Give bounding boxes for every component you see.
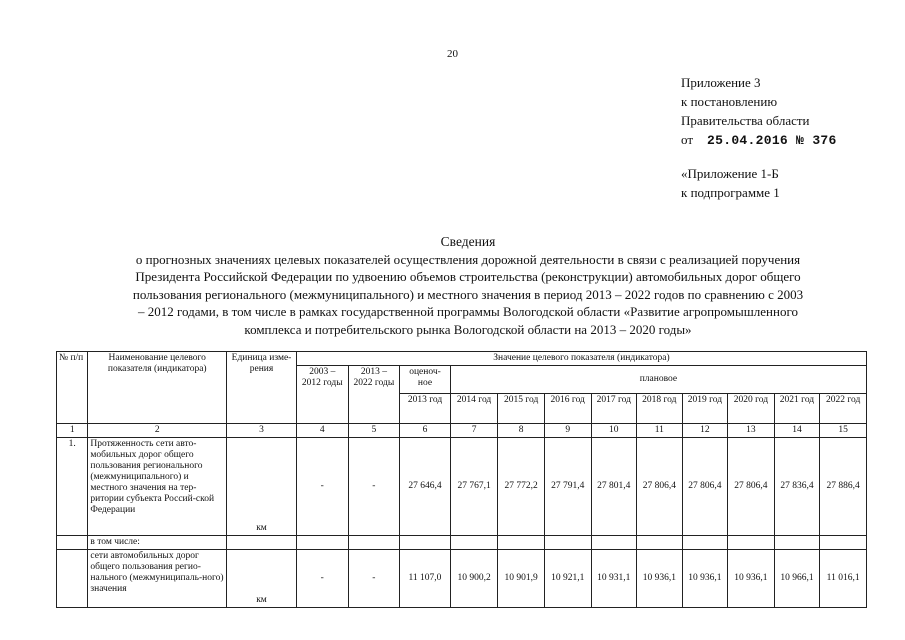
header-value-group: Значение целевого показателя (индикатора) <box>296 352 866 366</box>
row2-value-2015: 10 901,9 <box>498 550 545 608</box>
header-year-2021: 2021 год <box>774 394 820 424</box>
annex-date-number: 25.04.2016 № 376 <box>707 133 837 148</box>
empty-cell <box>774 536 820 550</box>
header-year-2013: 2013 год <box>400 394 451 424</box>
empty-cell <box>682 536 728 550</box>
index-cell: 12 <box>682 424 728 438</box>
including-empty-cell <box>57 536 88 550</box>
annex-b-block <box>681 164 780 202</box>
header-year-2020: 2020 год <box>728 394 775 424</box>
header-period-2013: 2013 – 2022 годы <box>348 366 400 424</box>
row1-value-2013: 27 646,4 <box>400 438 451 536</box>
empty-cell <box>296 536 348 550</box>
row1-value-2022: 27 886,4 <box>820 438 867 536</box>
row2-num <box>57 550 88 608</box>
empty-cell <box>498 536 545 550</box>
table-row <box>57 536 867 550</box>
header-period-2003: 2003 – 2012 годы <box>296 366 348 424</box>
row1-period-2003: - <box>296 438 348 536</box>
annex-from: от <box>681 132 694 147</box>
indicator-table <box>56 351 867 608</box>
subtitle-line-3: пользования регионального (межмуниципального) и местного значения в период 2013 – 2022 годов по сравнению с 2003 <box>132 286 804 302</box>
row1-value-2018: 27 806,4 <box>637 438 683 536</box>
index-cell: 5 <box>348 424 400 438</box>
row1-value-2019: 27 806,4 <box>682 438 728 536</box>
annex-b-line-2: к подпрограмме 1 <box>681 185 780 200</box>
annex-line-2: к постановлению <box>681 94 778 109</box>
subtitle-line-1: о прогнозных значениях целевых показателей осуществления дорожной деятельности в связи с реализацией поручения <box>135 251 801 267</box>
row2-value-2021: 10 966,1 <box>774 550 820 608</box>
header-year-2015: 2015 год <box>498 394 545 424</box>
row1-unit-cell <box>227 438 297 536</box>
row1-value-2014: 27 767,1 <box>450 438 498 536</box>
row2-value-2019: 10 936,1 <box>682 550 728 608</box>
row2-value-2016: 10 921,1 <box>544 550 591 608</box>
row2-period-2003: - <box>296 550 348 608</box>
row1-value-2017: 27 801,4 <box>591 438 637 536</box>
index-cell: 7 <box>450 424 498 438</box>
index-cell: 15 <box>820 424 867 438</box>
annex-b-line-1: «Приложение 1-Б <box>681 166 779 181</box>
row1-period-2013: - <box>348 438 400 536</box>
table-row <box>57 550 867 608</box>
index-cell: 8 <box>498 424 545 438</box>
index-cell: 13 <box>728 424 775 438</box>
empty-cell <box>348 536 400 550</box>
page-number: 20 <box>447 48 458 60</box>
document-title <box>48 233 888 339</box>
header-year-2018: 2018 год <box>637 394 683 424</box>
index-cell: 10 <box>591 424 637 438</box>
empty-cell <box>591 536 637 550</box>
row2-value-2018: 10 936,1 <box>637 550 683 608</box>
empty-cell <box>820 536 867 550</box>
row1-name: Протяженность сети авто-мобильных дорог общего пользования регионального (межмуниципального) и местного значения на тер-ритории субъекта Россий-ской Федерации <box>88 438 227 536</box>
index-cell: 14 <box>774 424 820 438</box>
header-year-2016: 2016 год <box>544 394 591 424</box>
row2-period-2013: - <box>348 550 400 608</box>
row1-value-2021: 27 836,4 <box>774 438 820 536</box>
row2-unit: км <box>256 595 267 605</box>
row2-value-2017: 10 931,1 <box>591 550 637 608</box>
header-year-2019: 2019 год <box>682 394 728 424</box>
header-unit: Единица изме-рения <box>227 352 297 424</box>
row2-name: сети автомобильных дорог общего пользования регио-нального (межмуниципаль-ного) значения <box>88 550 227 608</box>
row1-value-2015: 27 772,2 <box>498 438 545 536</box>
annex-line-3: Правительства области <box>681 113 810 128</box>
empty-cell <box>637 536 683 550</box>
index-cell: 3 <box>227 424 297 438</box>
annex-date-line <box>681 130 837 150</box>
table-row <box>57 438 867 536</box>
index-cell: 6 <box>400 424 451 438</box>
row1-value-2016: 27 791,4 <box>544 438 591 536</box>
header-num: № п/п <box>57 352 88 424</box>
empty-cell <box>227 536 297 550</box>
header-planned: плановое <box>450 366 866 394</box>
row2-value-2022: 11 016,1 <box>820 550 867 608</box>
column-index-row <box>57 424 867 438</box>
subtitle-line-4: – 2012 годами, в том числе в рамках государственной программы Вологодской области «Развитие агропромышленного <box>138 304 798 320</box>
index-cell: 1 <box>57 424 88 438</box>
header-year-2017: 2017 год <box>591 394 637 424</box>
row2-unit-cell <box>227 550 297 608</box>
including-label: в том числе: <box>88 536 227 550</box>
subtitle-line-5: комплекса и потребительского рынка Вологодской области на 2013 – 2020 годы» <box>244 321 692 337</box>
row2-value-2014: 10 900,2 <box>450 550 498 608</box>
annex-line-1: Приложение 3 <box>681 75 761 90</box>
row1-unit: км <box>256 523 267 533</box>
index-cell: 2 <box>88 424 227 438</box>
row1-num: 1. <box>57 438 88 536</box>
document-heading: Сведения <box>440 234 496 249</box>
row2-value-2020: 10 936,1 <box>728 550 775 608</box>
index-cell: 11 <box>637 424 683 438</box>
empty-cell <box>544 536 591 550</box>
index-cell: 9 <box>544 424 591 438</box>
header-name: Наименование целевого показателя (индикатора) <box>88 352 227 424</box>
empty-cell <box>400 536 451 550</box>
subtitle-line-2: Президента Российской Федерации по удвоению объемов строительства (реконструкции) автомобильных дорог общего <box>135 269 801 285</box>
annex-block <box>681 73 837 150</box>
index-cell: 4 <box>296 424 348 438</box>
header-year-2022: 2022 год <box>820 394 867 424</box>
empty-cell <box>450 536 498 550</box>
empty-cell <box>728 536 775 550</box>
header-estimate: оценоч-ное <box>400 366 451 394</box>
row2-value-2013: 11 107,0 <box>400 550 451 608</box>
row1-value-2020: 27 806,4 <box>728 438 775 536</box>
header-year-2014: 2014 год <box>450 394 498 424</box>
